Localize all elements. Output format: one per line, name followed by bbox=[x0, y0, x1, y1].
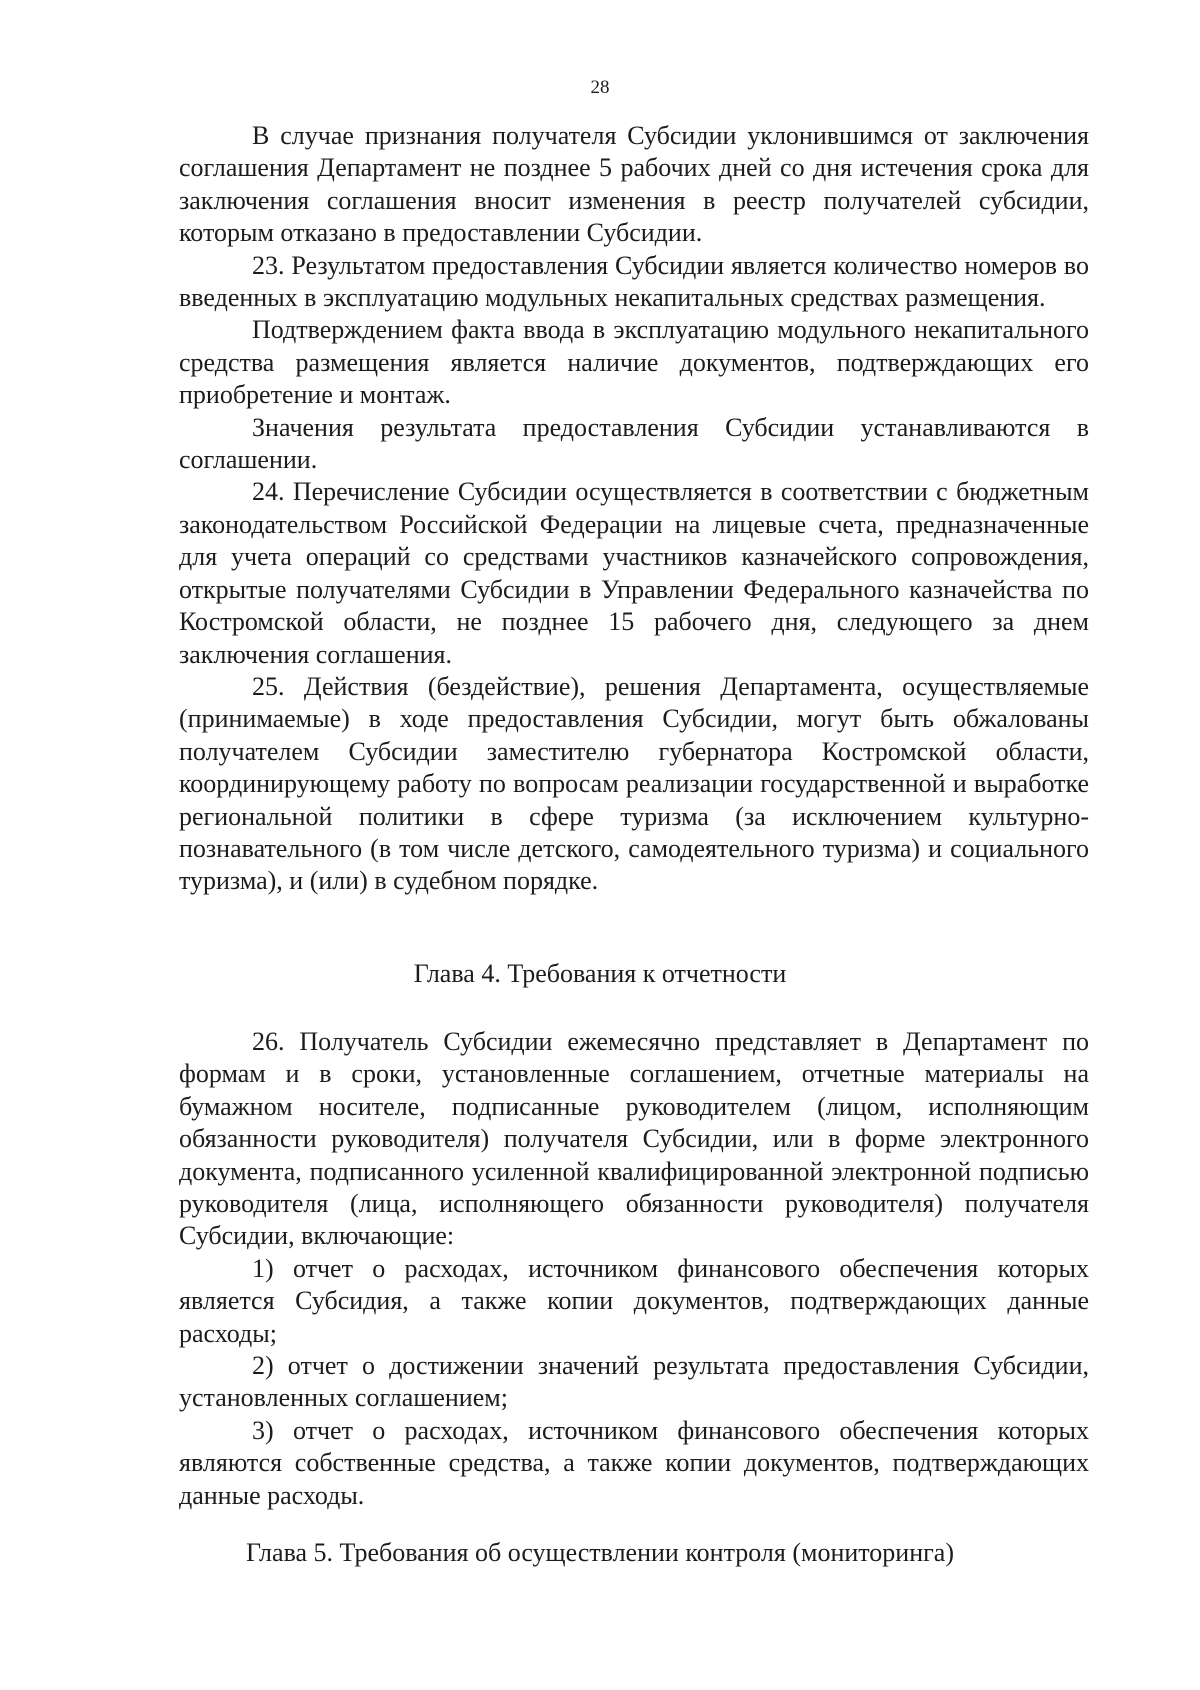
chapter-4-heading: Глава 4. Требования к отчетности bbox=[413, 959, 787, 988]
section-reporting bbox=[179, 1026, 1089, 1512]
paragraph-evasion: В случае признания получателя Субсидии уклонившимся от заключения соглашения Департамент не позднее 5 рабочих дней со дня истечения срока для заключения соглашения вносит изменения в реестр получателей субсидии, которым отказано в предоставлении Субсидии. bbox=[179, 121, 1089, 248]
list-item-report-3: 3) отчет о расходах, источником финансового обеспечения которых являются собственные средства, а также копии документов, подтверждающих данные расходы. bbox=[179, 1415, 1089, 1510]
chapter-5-heading: Глава 5. Требования об осуществлении контроля (мониторинга) bbox=[245, 1538, 954, 1567]
list-item-report-1: 1) отчет о расходах, источником финансового обеспечения которых является Субсидия, а также копии документов, подтверждающих данные расходы; bbox=[179, 1253, 1089, 1348]
paragraph-25-appeal: 25. Действия (бездействие), решения Департамента, осуществляемые (принимаемые) в ходе предоставления Субсидии, могут быть обжалованы получателем Субсидии заместителю губернатора Костромской области, координирующему работу по вопросам реализации государственной и выработке региональной политики в сфере туризма (за исключением культурно-познавательного (в том числе детского, самодеятельного туризма) и социального туризма), и (или) в судебном порядке. bbox=[179, 671, 1089, 896]
page-number: 28 bbox=[590, 77, 610, 98]
paragraph-26-reporting: 26. Получатель Субсидии ежемесячно представляет в Департамент по формам и в сроки, установленные соглашением, отчетные материалы на бумажном носителе, подписанные руководителем (лицом, исполняющим обязанности руководителя) получателя Субсидии, или в форме электронного документа, подписанного усиленной квалифицированной электронной подписью руководителя (лица, исполняющего обязанности руководителя) получателя Субсидии, включающие: bbox=[179, 1027, 1089, 1251]
paragraph-24-transfer: 24. Перечисление Субсидии осуществляется в соответствии с бюджетным законодательством Российской Федерации на лицевые счета, предназначенные для учета операций со средствами участников казначейского сопровождения, открытые получателями Субсидии в Управлении Федерального казначейства по Костромской области, не позднее 15 рабочего дня, следующего за днем заключения соглашения. bbox=[179, 477, 1089, 669]
section-receipt-of-subsidy bbox=[179, 120, 1089, 898]
paragraph-23-result: 23. Результатом предоставления Субсидии является количество номеров во введенных в эксплуатацию модульных некапитальных средствах размещения. bbox=[179, 250, 1089, 313]
paragraph-confirmation: Подтверждением факта ввода в эксплуатацию модульного некапитального средства размещения является наличие документов, подтверждающих его приобретение и монтаж. bbox=[179, 315, 1089, 410]
list-item-report-2: 2) отчет о достижении значений результата предоставления Субсидии, установленных соглашением; bbox=[179, 1351, 1089, 1413]
paragraph-result-values: Значения результата предоставления Субсидии устанавливаются в соглашении. bbox=[179, 412, 1089, 475]
